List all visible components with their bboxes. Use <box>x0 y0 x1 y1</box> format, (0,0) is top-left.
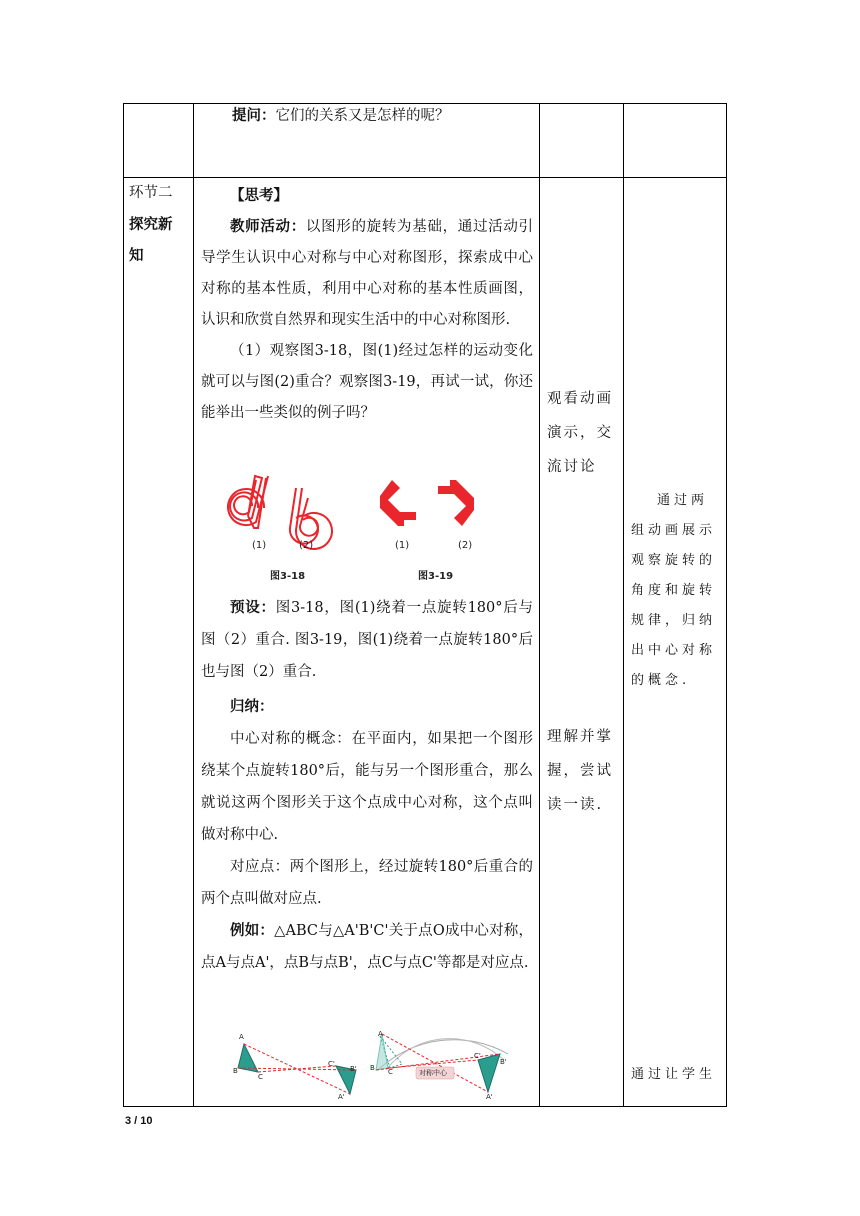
student-activity-1: 观看动画演示，交流讨论 <box>547 391 613 475</box>
fig319-sub2: (2) <box>458 540 473 551</box>
page-number: 3 / 10 <box>125 1115 153 1127</box>
left-label-C: C <box>258 1073 263 1081</box>
right-label-B2: B' <box>500 1058 507 1066</box>
right-label-A: A <box>378 1030 383 1038</box>
concept-definition: 中心对称的概念：在平面内，如果把一个图形绕某个点旋转180°后，能与另一个图形重合，那么就说这两个图形关于这个点成中心对称，这个点叫做对称中心. <box>201 731 533 843</box>
fig318-shape-1 <box>228 476 268 528</box>
fig318-sub2: (2) <box>299 540 314 551</box>
left-label-A: A <box>239 1033 244 1041</box>
left-diagram <box>238 1044 356 1094</box>
symmetry-center-label: 对称中心 <box>419 1069 447 1077</box>
observe-question: （1）观察图3-18，图(1)经过怎样的运动变化就可以与图(2)重合？观察图3-19，再试一试，你还能举出一些类似的例子吗？ <box>201 343 533 421</box>
section-line-1: 环节二 <box>129 185 173 201</box>
right-label-C2: C' <box>474 1052 481 1060</box>
summary-label: 归纳： <box>230 698 274 715</box>
preset-text: 图3-18，图(1)绕着一点旋转180°后与图（2）重合. 图3-19，图(1)绕着一点旋转180°后也与图（2）重合. <box>201 600 534 680</box>
preset-label: 预设： <box>230 599 276 616</box>
right-label-B: B <box>370 1064 375 1072</box>
example-label: 例如： <box>230 922 275 939</box>
col-divider-2 <box>539 103 540 1107</box>
table-right-border <box>726 103 727 1107</box>
section-cell <box>129 178 191 271</box>
student-activity-2: 理解并掌握，尝试读一读. <box>547 729 613 813</box>
table-left-border <box>123 103 124 1107</box>
example-text: △ABC与△A'B'C'关于点O成中心对称，点A与点A'，点B与点B'，点C与点C'等都是对应点. <box>201 923 534 971</box>
fig319-shape-1 <box>380 480 416 526</box>
question-line <box>232 100 532 132</box>
teacher-text: 以图形的旋转为基础，通过活动引导学生认识中心对称与中心对称图形，探索成中心对称的基本性质，利用中心对称的基本性质画图，认识和欣赏自然界和现实生活中的中心对称图形. <box>201 219 533 328</box>
right-label-A2: A' <box>486 1093 493 1101</box>
main-content-lower <box>201 592 533 979</box>
left-label-B2: B' <box>350 1065 357 1073</box>
design-intent-2: 通过让学生 <box>631 1067 717 1082</box>
left-label-B: B <box>233 1067 238 1075</box>
right-diagram <box>376 1034 508 1092</box>
teacher-activity <box>201 211 533 336</box>
fig318-sub1: (1) <box>252 540 267 551</box>
left-label-C2: C' <box>328 1060 335 1068</box>
design-intent-1: 通过两组动画展示观察旋转的角度和旋转规律，归纳出中心对称的概念. <box>631 493 717 688</box>
figures-3-18-3-19 <box>200 468 534 588</box>
example-paragraph <box>201 915 533 979</box>
think-heading: 【思考】 <box>230 187 288 204</box>
question-label: 提问： <box>232 107 276 124</box>
right-label-C: C <box>388 1068 393 1076</box>
teacher-label: 教师活动： <box>230 218 306 235</box>
fig319-sub1: (1) <box>395 540 410 551</box>
central-symmetry-diagrams <box>230 1000 530 1108</box>
col-divider-3 <box>623 103 624 1107</box>
preset-paragraph <box>201 592 533 688</box>
left-label-A2: A' <box>338 1093 345 1101</box>
section-line-2: 探究新 <box>129 216 173 233</box>
row-divider <box>123 177 727 178</box>
section-line-3: 知 <box>129 247 144 264</box>
corresponding-points: 对应点：两个图形上，经过旋转180°后重合的两个点叫做对应点. <box>201 859 533 907</box>
fig319-shape-2 <box>438 480 474 526</box>
question-text: 它们的关系又是怎样的呢？ <box>275 108 450 124</box>
main-content <box>201 180 533 429</box>
fig319-caption: 图3-19 <box>418 571 454 582</box>
fig318-caption: 图3-18 <box>270 571 306 582</box>
col-divider-1 <box>193 103 194 1107</box>
